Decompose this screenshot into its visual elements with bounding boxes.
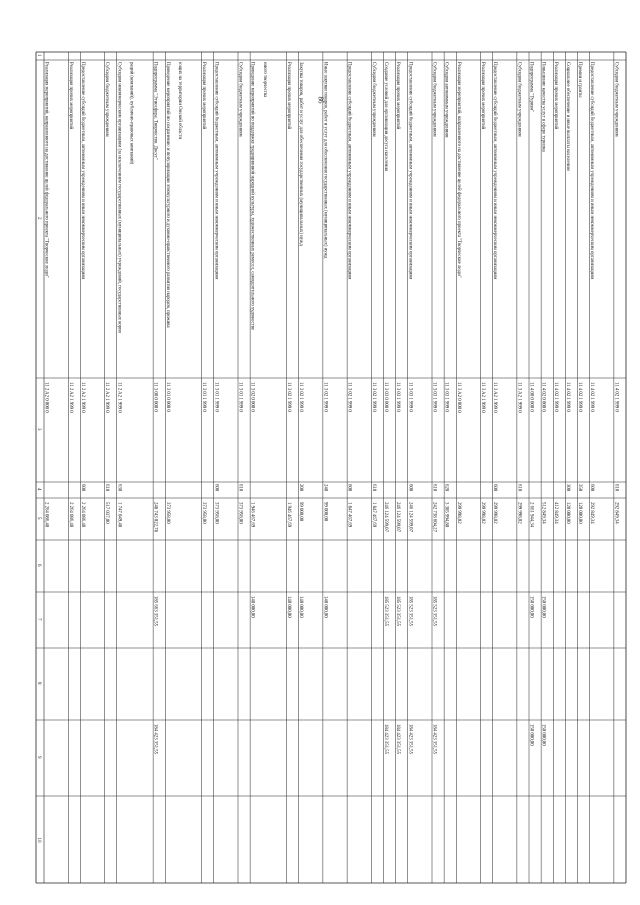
row-code: 11 4 02 1 999 0	[589, 382, 595, 412]
row-vr: 610	[237, 484, 243, 492]
row-code: 11 3 02 1 999 0	[322, 382, 328, 412]
row-col7: 185 523 351,55	[395, 596, 401, 626]
row-col5: 1 747 049,40	[116, 502, 122, 528]
row-code: 11 4 00 0 000 0	[528, 382, 534, 412]
row-code: 11 3 A2 1 999 0	[480, 382, 485, 413]
row-col5: 412 849,34	[552, 502, 558, 524]
row-name: Предоставление субсидий бюджетным, автономным учреждениям и иным некоммерческим организациям	[79, 62, 85, 280]
row-col5: 373 958,00	[201, 502, 207, 524]
row-name: нного творчества	[261, 62, 267, 98]
row-name: Предоставление субсидий бюджетным, автономным учреждениям и иным некоммерческим организациям	[589, 62, 595, 280]
row-col5: 517 037,00	[104, 502, 110, 524]
row-code: 11 3 03 1 999 0	[431, 382, 437, 412]
row-col5: 2 264 086,40	[79, 502, 85, 528]
row-code: 11 4 02 0 000 0	[540, 382, 546, 412]
row-code: 11 3 01 1 999 0	[213, 382, 219, 412]
row-code: 11 2 A2 1 999 0	[67, 382, 73, 413]
row-code: 11 4 02 1 999 0	[564, 382, 570, 412]
row-name: Реализация прочих мероприятий	[552, 62, 558, 130]
row-col5: 292 849,34	[613, 502, 619, 524]
row-col7: 140 000,00	[286, 596, 291, 618]
row-code: 11 3 A2 1 999 0	[516, 382, 522, 413]
row-name: Субсидии бюджетным учреждениям	[104, 62, 110, 137]
row-name: Реализация прочих мероприятий	[201, 62, 207, 130]
row-col9: 184 423 351,55	[407, 724, 413, 754]
row-code: 11 3 03 1 999 0	[407, 382, 413, 412]
row-vr: 240	[322, 484, 328, 492]
row-name: Подпрограмма "Этносфера. Творчество. Досуг"	[152, 62, 158, 160]
column-header-10: 10	[36, 837, 41, 843]
row-code: 11 3 A2 1 999 0	[492, 382, 498, 413]
row-vr: 300	[564, 484, 570, 492]
row-col7: 140 000,00	[298, 596, 304, 618]
row-name: Реализация мероприятий, направленного на достижение целей федерального проекта "Творческие люди"	[43, 62, 49, 278]
row-col5: 248 743 022,78	[152, 502, 158, 532]
column-header-7: 7	[36, 618, 41, 621]
row-name: Проведение мероприятий по поддержке традиционной народной культуры, художественных ремесел, самодеятельного художестве	[249, 62, 255, 331]
row-vr: 350	[577, 484, 582, 492]
row-col9: 184 423 351,55	[383, 724, 388, 754]
row-name: раций (компаний), публично-правовых компаний)	[128, 62, 134, 165]
row-code: 11 3 01 1 999 0	[201, 382, 207, 412]
column-header-3: 3	[36, 428, 41, 431]
row-name: Реализация прочих мероприятий	[67, 62, 73, 130]
row-col9: 184 423 351,55	[152, 724, 158, 754]
row-code: 11 3 03 1 999 0	[443, 382, 449, 412]
row-code: 11 3 A2 0 000 0	[455, 382, 461, 413]
row-code: 11 3 00 0 000 0	[152, 382, 158, 412]
row-col5: 3 385 994,80	[443, 502, 449, 528]
row-code: 11 3 02 1 999 0	[286, 382, 291, 412]
row-col5: 2 264 086,40	[67, 502, 73, 528]
row-code: 11 2 A2 1 999 0	[79, 382, 85, 413]
row-vr: 610	[516, 484, 522, 492]
row-name: Субсидии бюджетным учреждениям	[516, 62, 522, 137]
row-col5: 373 958,00	[237, 502, 243, 524]
row-col5: 2 661 944,34	[528, 502, 534, 528]
row-col7: 150 000,00	[540, 596, 546, 618]
row-name: Реализация прочих мероприятий	[480, 62, 485, 130]
row-col5: 246 124 599,07	[383, 502, 388, 532]
row-name: Реализация прочих мероприятий	[395, 62, 401, 130]
row-name: Повышение качества услуг в сфере туризма	[540, 62, 546, 152]
row-col5: 299 998,02	[516, 502, 522, 524]
row-code: 11 3 02 1 999 0	[346, 382, 352, 412]
row-name: Закупка товаров, работ и услуг для обеспечения государственных (муниципальных) нужд	[298, 62, 304, 246]
row-vr: 610	[431, 484, 437, 492]
row-col5: 99 000,00	[298, 502, 304, 522]
row-code: 11 2 A2 1 999 0	[116, 382, 122, 413]
row-col5: 2 264 086,40	[43, 502, 49, 528]
row-code: 11 3 03 0 000 0	[383, 382, 388, 412]
row-col5: 373 958,00	[213, 502, 219, 524]
row-name: Проведение мероприятий по сохранению и популяризации этнокультурного и духовно-нравственного развития народов, прожива	[164, 62, 170, 328]
row-name: Предоставление субсидий бюджетным, автономным учреждениям и иным некоммерческим организациям	[213, 62, 219, 280]
row-name: Иные закупки товаров, работ и услуг для обеспечения государственных (муниципальных) нужд	[322, 62, 328, 259]
row-col7: 185 523 351,55	[407, 596, 413, 626]
row-code: 11 4 02 1 999 0	[552, 382, 558, 412]
row-col7: 140 000,00	[249, 596, 255, 618]
row-name: Создание условий для организации досуга населения	[383, 62, 388, 172]
row-col5: 120 000,00	[564, 502, 570, 524]
row-name: Субсидии бюджетным учреждениям	[613, 62, 619, 137]
row-col9: 184 423 351,55	[431, 724, 437, 754]
row-col9: 184 423 351,55	[395, 724, 401, 754]
row-vr: 610	[104, 484, 110, 492]
row-name: Предоставление субсидий бюджетным, автономным учреждениям и иным некоммерческим организациям	[346, 62, 352, 280]
row-vr: 600	[407, 484, 413, 492]
row-name: Субсидии бюджетным учреждениям	[370, 62, 376, 137]
column-header-2: 2	[36, 217, 41, 220]
page-number: 86	[316, 96, 324, 104]
row-col5: 246 124 599,07	[395, 502, 401, 532]
column-header-1: 1	[36, 54, 41, 57]
column-header-9: 9	[36, 756, 41, 759]
row-code: 11 3 01 1 999 0	[237, 382, 243, 412]
row-name: Социальное обеспечение и иные выплаты населению	[564, 62, 570, 172]
column-header-5: 5	[36, 517, 41, 520]
row-col5: 99 000,00	[322, 502, 328, 522]
row-vr: 630	[116, 484, 122, 492]
row-code: 11 3 02 1 999 0	[298, 382, 304, 412]
row-vr: 600	[589, 484, 595, 492]
row-code: 11 4 02 1 999 0	[613, 382, 619, 412]
column-header-8: 8	[36, 682, 41, 685]
row-code: 11 3 03 1 999 0	[395, 382, 401, 412]
row-col7: 140 000,00	[322, 596, 328, 618]
row-col5: 1 946 467,69	[249, 502, 255, 528]
row-col5: 120 000,00	[577, 502, 582, 524]
row-code: 11 2 A2 1 999 0	[104, 382, 110, 413]
row-code: 11 3 02 1 999 0	[370, 382, 376, 412]
row-name: Реализация мероприятий, направленного на достижение целей федерального проекта "Творческие люди"	[455, 62, 461, 278]
row-col7: 185 523 351,55	[431, 596, 437, 626]
row-col5: 1 946 467,69	[286, 502, 291, 528]
row-name: Субсидии бюджетным учреждениям	[431, 62, 437, 137]
column-header-4: 4	[36, 488, 41, 491]
row-name: Субсидии некоммерческим организациям (за исключением государственных (муниципальных) учреждений, государственных корпо	[116, 62, 122, 333]
row-col5: 299 998,02	[455, 502, 461, 524]
row-vr: 600	[492, 484, 498, 492]
row-name: ющих на территории Омской области	[176, 62, 182, 140]
row-vr: 600	[79, 484, 85, 492]
row-name: Предоставление субсидий бюджетным, автономным учреждениям и иным некоммерческим организациям	[407, 62, 413, 280]
row-name: Субсидии автономным учреждениям	[443, 62, 449, 138]
row-code: 11 3 01 0 000 0	[164, 382, 170, 412]
row-col5: 242 738 604,27	[431, 502, 437, 532]
row-col9: 150 000,00	[528, 724, 534, 746]
row-code: 11 4 02 1 999 0	[577, 382, 582, 412]
row-col5: 1 847 467,69	[370, 502, 376, 528]
row-name: Подпрограмма "Туризм"	[528, 62, 534, 113]
row-vr: 600	[213, 484, 219, 492]
row-name: Премии и гранты	[577, 62, 582, 98]
row-code: 11 2 A2 0 000 0	[43, 382, 49, 413]
row-vr: 610	[613, 484, 619, 492]
row-col7: 185 663 351,55	[152, 596, 158, 626]
row-vr: 610	[370, 484, 376, 492]
row-col5: 373 958,00	[164, 502, 170, 524]
row-vr: 200	[298, 484, 304, 492]
row-name: Субсидии бюджетным учреждениям	[237, 62, 243, 137]
row-col5: 299 998,02	[480, 502, 485, 524]
column-header-6: 6	[36, 564, 41, 567]
row-vr: 620	[443, 484, 449, 492]
row-col9: 150 000,00	[540, 724, 546, 746]
row-name: Предоставление субсидий бюджетным, автономным учреждениям и иным некоммерческим организациям	[492, 62, 498, 280]
row-name: Реализация прочих мероприятий	[286, 62, 291, 130]
row-col7: 150 000,00	[528, 596, 534, 618]
row-col5: 1 847 467,69	[346, 502, 352, 528]
row-code: 11 3 02 0 000 0	[249, 382, 255, 412]
row-vr: 600	[346, 484, 352, 492]
row-col5: 246 124 599,07	[407, 502, 413, 532]
row-col7: 185 523 351,55	[383, 596, 388, 626]
row-col5: 292 849,34	[589, 502, 595, 524]
row-col5: 299 998,02	[492, 502, 498, 524]
row-col5: 512 849,34	[540, 502, 546, 524]
